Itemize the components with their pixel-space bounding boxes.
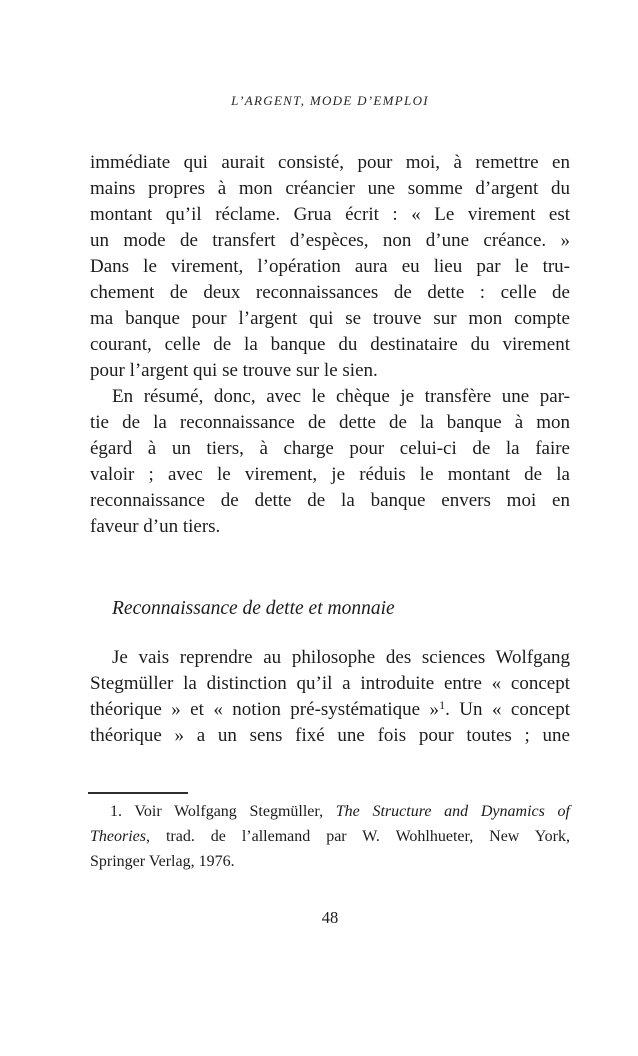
book-title-italic: The Structure and Dynamics of	[335, 803, 570, 820]
page-number: 48	[321, 908, 339, 927]
text-line: pour l’argent qui se trouve sur le sien.	[90, 360, 378, 381]
footnote-separator-rule	[88, 792, 188, 794]
text-line: égard à un tiers, à charge pour celui-ci de la faire	[90, 438, 570, 459]
footnote-line	[90, 824, 570, 849]
text-segment: . Un « concept	[445, 699, 570, 720]
text-line: immédiate qui aurait consisté, pour moi, à remettre en	[90, 152, 570, 173]
text-line: reconnaissance de dette de la banque envers moi en	[90, 490, 570, 511]
text-line: ma banque pour l’argent qui se trouve sur mon compte	[90, 308, 570, 329]
text-line: Je vais reprendre au philosophe des sciences Wolfgang	[112, 647, 570, 668]
text-line: théorique » a un sens fixé une fois pour toutes ; une	[90, 725, 570, 746]
footnote	[90, 799, 570, 874]
text-line: un mode de transfert d’espèces, non d’une créance. »	[90, 230, 570, 251]
footnote-text: 1. Voir Wolfgang Stegmüller,	[110, 803, 336, 820]
text-line: mains propres à mon créancier une somme d’argent du	[90, 178, 570, 199]
main-text-block	[90, 150, 570, 540]
text-segment: théorique » et « notion pré-systématique »	[90, 699, 440, 720]
footnote-line: Springer Verlag, 1976.	[90, 853, 235, 870]
book-title-italic: Theories	[90, 828, 146, 845]
section-heading: Reconnaissance de dette et monnaie	[112, 598, 395, 619]
text-line	[90, 697, 570, 723]
text-line: chement de deux reconnaissances de dette : celle de	[90, 282, 570, 303]
text-line: En résumé, donc, avec le chèque je transfère une par-	[112, 386, 570, 407]
text-line: tie de la reconnaissance de dette de la banque à mon	[90, 412, 570, 433]
text-line: faveur d’un tiers.	[90, 516, 221, 537]
paragraph-3	[90, 645, 570, 749]
footnote-reference-marker: 1	[439, 698, 446, 712]
paragraph-2	[90, 384, 570, 540]
paragraph-1	[90, 150, 570, 384]
text-line: Dans le virement, l’opération aura eu lieu par le tru-	[90, 256, 570, 277]
text-line: courant, celle de la banque du destinataire du virement	[90, 334, 570, 355]
running-header: L’ARGENT, MODE D’EMPLOI	[231, 93, 429, 108]
footnote-text: , trad. de l’allemand par W. Wohlhueter, New York,	[146, 828, 570, 845]
text-line: Stegmüller la distinction qu’il a introduite entre « concept	[90, 673, 570, 694]
footnote-line	[90, 799, 570, 824]
text-line: valoir ; avec le virement, je réduis le montant de la	[90, 464, 570, 485]
text-line: montant qu’il réclame. Grua écrit : « Le virement est	[90, 204, 570, 225]
